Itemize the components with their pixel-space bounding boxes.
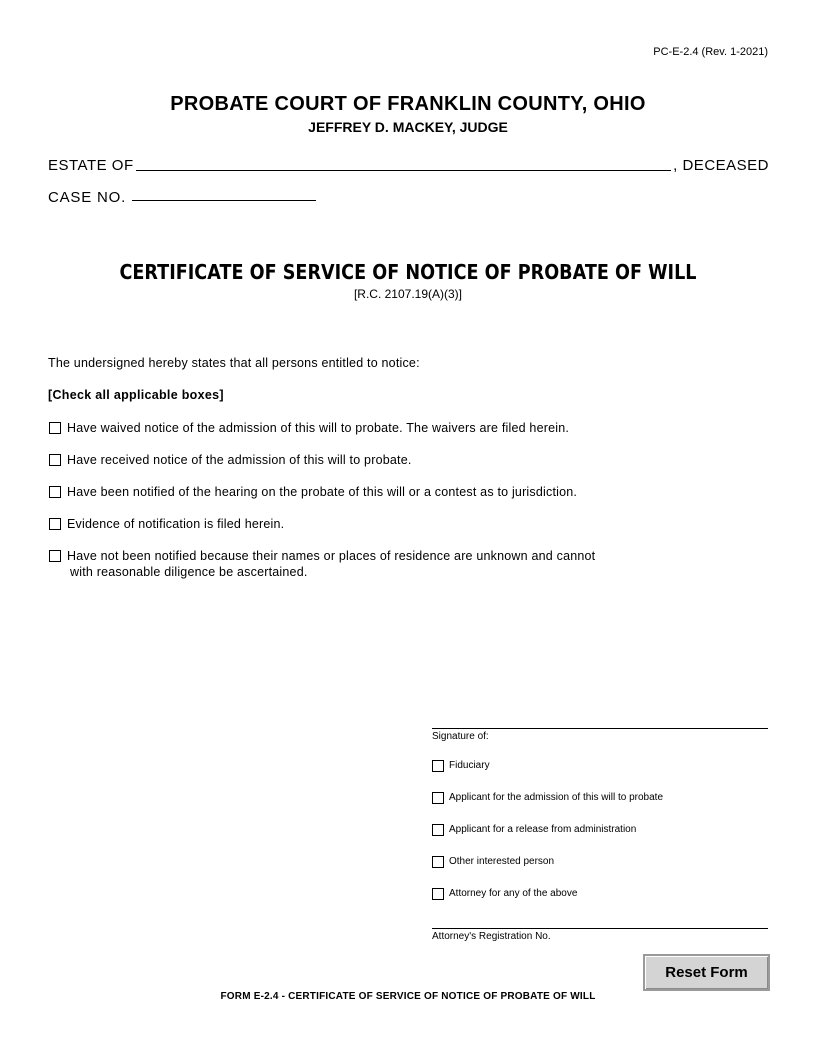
sig-option-label: Other interested person (449, 856, 555, 867)
attorney-registration-label: Attorney's Registration No. (432, 931, 551, 942)
sig-option-fiduciary (432, 760, 490, 772)
form-revision-id: PC-E-2.4 (Rev. 1-2021) (653, 46, 768, 58)
option-not-notified (48, 548, 688, 580)
case-number-field[interactable] (132, 186, 316, 201)
option-line-1: Have not been notified because their names or places of residence are unknown and cannot (67, 549, 596, 563)
option-evidence-filed (48, 516, 688, 532)
case-number-label: CASE NO. (48, 189, 127, 206)
option-received-notice (48, 452, 688, 468)
option-label: Have been notified of the hearing on the probate of this will or a contest as to jurisdiction. (67, 485, 578, 499)
applicant-admission-checkbox[interactable] (432, 792, 444, 804)
option-label: Have waived notice of the admission of this will to probate. The waivers are filed herein. (67, 421, 570, 435)
waived-notice-checkbox[interactable] (49, 422, 61, 434)
sig-option-label: Applicant for the admission of this will to probate (449, 792, 663, 803)
applicant-release-checkbox[interactable] (432, 824, 444, 836)
notified-hearing-checkbox[interactable] (49, 486, 61, 498)
other-interested-checkbox[interactable] (432, 856, 444, 868)
option-waived-notice (48, 420, 688, 436)
estate-of-label: ESTATE OF (48, 157, 134, 174)
not-notified-checkbox[interactable] (49, 550, 61, 562)
option-label: Have received notice of the admission of this will to probate. (67, 453, 412, 467)
court-name: PROBATE COURT OF FRANKLIN COUNTY, OHIO (170, 93, 646, 115)
statute-reference: [R.C. 2107.19(A)(3)] (353, 287, 463, 301)
check-instruction: [Check all applicable boxes] (48, 388, 224, 402)
signature-label: Signature of: (432, 731, 489, 742)
footer-form-title: FORM E-2.4 - CERTIFICATE OF SERVICE OF NOTICE OF PROBATE OF WILL (220, 991, 596, 1002)
received-notice-checkbox[interactable] (49, 454, 61, 466)
attorney-registration-line[interactable] (432, 928, 768, 929)
sig-option-applicant-release (432, 824, 636, 836)
sig-option-label: Attorney for any of the above (449, 888, 578, 899)
sig-option-label: Applicant for a release from administration (449, 824, 637, 835)
estate-name-field[interactable] (136, 156, 672, 171)
sig-option-other-interested (432, 856, 554, 868)
evidence-filed-checkbox[interactable] (49, 518, 61, 530)
document-title: CERTIFICATE OF SERVICE OF NOTICE OF PROBATE OF WILL (119, 260, 697, 284)
fiduciary-checkbox[interactable] (432, 760, 444, 772)
option-line-2: with reasonable diligence be ascertained. (70, 565, 308, 579)
option-label: Evidence of notification is filed herein. (67, 517, 285, 531)
reset-form-button[interactable]: Reset Form (643, 954, 770, 991)
option-label (67, 548, 595, 580)
attorney-checkbox[interactable] (432, 888, 444, 900)
judge-name: JEFFREY D. MACKEY, JUDGE (308, 119, 508, 135)
deceased-label: , DECEASED (673, 157, 769, 174)
sig-option-attorney (432, 888, 577, 900)
intro-statement: The undersigned hereby states that all persons entitled to notice: (48, 356, 420, 370)
option-notified-hearing (48, 484, 688, 500)
signature-line[interactable] (432, 728, 768, 729)
case-number-row (48, 186, 316, 206)
sig-option-applicant-admission (432, 792, 663, 804)
sig-option-label: Fiduciary (449, 760, 490, 771)
estate-of-row (48, 154, 769, 174)
